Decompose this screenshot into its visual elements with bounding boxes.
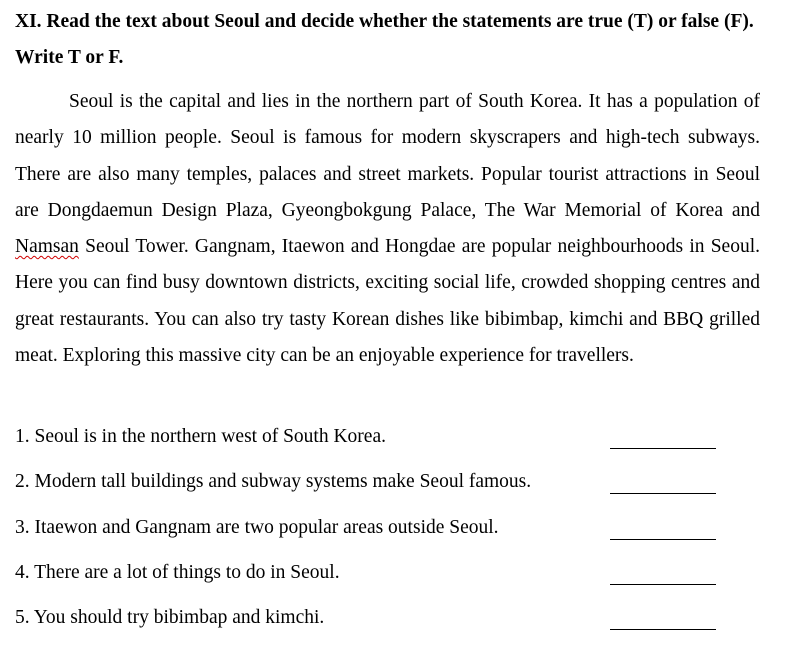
answer-blank[interactable] xyxy=(610,629,716,630)
passage-text-part1: Seoul is the capital and lies in the northern part of South Korea. It has a population of nearly 10 million people. Seoul is famous for modern skyscrapers and high-tech subways. There are also many temples, palaces and street markets. Popular tourist attractions in Seoul are Dongdaemun Design Plaza, Gyeongbokgung Palace, The War Memorial of Korea and xyxy=(15,91,760,221)
answer-blank[interactable] xyxy=(610,584,716,585)
spellcheck-flagged-word: Namsan xyxy=(15,236,79,258)
statement-text: 5. You should try bibimbap and kimchi. xyxy=(15,607,325,629)
statement-list xyxy=(15,420,760,646)
statement-text: 4. There are a lot of things to do in Seoul. xyxy=(15,561,340,583)
statement-item xyxy=(15,601,760,646)
statement-text: 1. Seoul is in the northern west of South Korea. xyxy=(15,426,386,447)
exercise-instruction: XI. Read the text about Seoul and decide whether the statements are true (T) or false (F). Write T or F. xyxy=(15,11,754,68)
answer-blank[interactable] xyxy=(610,493,716,494)
passage-text-part2: Seoul Tower. Gangnam, Itaewon and Hongdae are popular neighbourhoods in Seoul. Here you can find busy downtown districts, exciting social life, crowded shopping centres and great restaurants. You can also try tasty Korean dishes like bibimbap, kimchi and BBQ grilled meat. Exploring this massive city can be an enjoyable experience for travellers. xyxy=(15,236,760,367)
statement-text: 2. Modern tall buildings and subway systems make Seoul famous. xyxy=(15,471,532,493)
answer-blank[interactable] xyxy=(610,448,716,449)
reading-passage xyxy=(15,84,760,374)
answer-blank[interactable] xyxy=(610,539,716,540)
statement-item xyxy=(15,511,760,556)
statement-item xyxy=(15,556,760,601)
statement-item xyxy=(15,465,760,510)
statement-text: 3. Itaewon and Gangnam are two popular areas outside Seoul. xyxy=(15,516,499,538)
statement-item xyxy=(15,420,760,465)
